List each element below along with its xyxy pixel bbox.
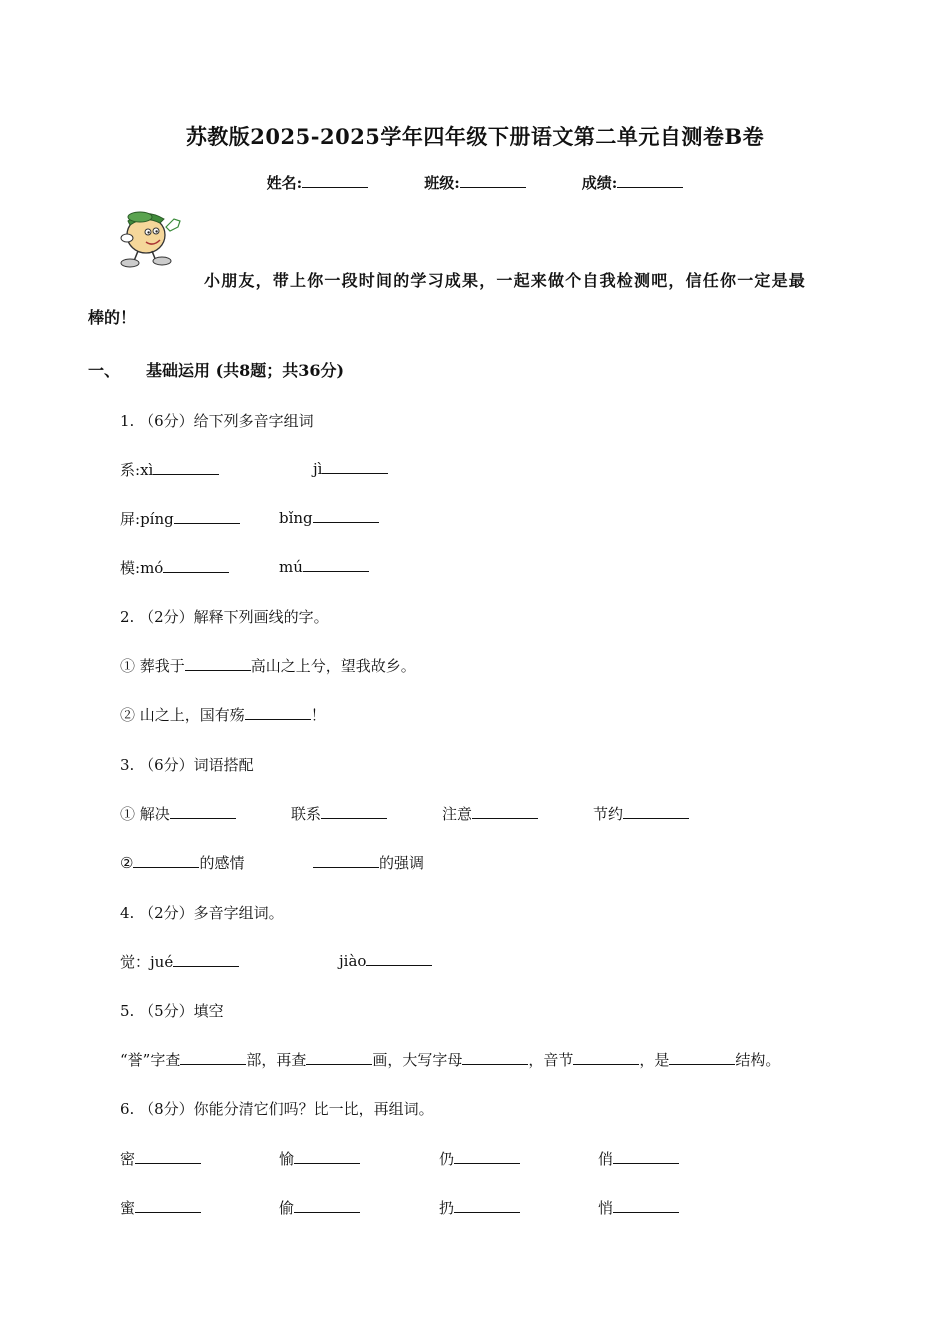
q6-char: 俏 [598, 1150, 614, 1168]
q3-word: 的强调 [379, 854, 425, 872]
q3-item [593, 803, 689, 824]
q4-item [339, 951, 432, 970]
intro-text-end: 棒的！ [88, 308, 137, 327]
q6-char: 偷 [279, 1199, 295, 1217]
q4-blank[interactable] [366, 951, 432, 966]
q5-fill-line [120, 1049, 780, 1070]
q6-blank[interactable] [294, 1198, 360, 1213]
q1-blank[interactable] [303, 557, 369, 572]
q6-item [439, 1197, 520, 1218]
question-1-stem: 1. （6分）给下列多音字组词 [120, 412, 314, 430]
q3-item [120, 852, 244, 873]
q3-blank[interactable] [623, 804, 689, 819]
q6-item [598, 1197, 679, 1218]
q3-item [313, 852, 424, 873]
score-blank[interactable] [617, 173, 683, 188]
q2-text: 高山之上兮，望我故乡。 [250, 657, 416, 675]
class-blank[interactable] [460, 173, 526, 188]
q4-pinyin: jiào [339, 952, 367, 970]
q6-blank[interactable] [135, 1149, 201, 1164]
q6-char: 仍 [439, 1150, 455, 1168]
q1-blank[interactable] [153, 460, 219, 475]
q1-char: 模: [120, 559, 141, 577]
q6-char: 蜜 [120, 1199, 136, 1217]
q2-line-1 [120, 655, 416, 676]
q5-blank[interactable] [573, 1050, 639, 1065]
q2-line-2 [120, 704, 326, 725]
q3-blank[interactable] [321, 804, 387, 819]
q5-blank[interactable] [462, 1050, 528, 1065]
q6-item [120, 1197, 201, 1218]
mascot-illustration [108, 205, 188, 271]
q3-word: 联系 [291, 805, 322, 823]
q3-item [291, 803, 387, 824]
q1-row-3-b [279, 557, 369, 576]
section-title: 基础运用 (共8题；共36分) [146, 361, 345, 380]
q1-pinyin: mú [279, 558, 303, 576]
q1-row-2-b [279, 508, 379, 527]
q3-blank[interactable] [313, 853, 379, 868]
q1-row-1-b [313, 459, 388, 478]
q4-char: 觉： [120, 953, 151, 971]
q1-pinyin: xì [140, 461, 154, 479]
q5-text: ，是 [639, 1051, 670, 1069]
q4-item [120, 951, 239, 972]
student-info [0, 172, 950, 193]
page-title: 苏教版2025-2025学年四年级下册语文第二单元自测卷B卷 [185, 124, 765, 149]
q2-blank[interactable] [245, 705, 311, 720]
q6-char: 愉 [279, 1150, 295, 1168]
q2-text: ① 葬我于 [120, 657, 185, 675]
score-field[interactable] [582, 172, 684, 193]
q3-item [442, 803, 538, 824]
q6-item [598, 1148, 679, 1169]
q5-blank[interactable] [180, 1050, 246, 1065]
q2-text: ！ [310, 706, 326, 724]
q6-blank[interactable] [294, 1149, 360, 1164]
q5-text: ，音节 [528, 1051, 574, 1069]
q1-pinyin: mó [140, 559, 164, 577]
q1-blank[interactable] [322, 459, 388, 474]
q2-text: ② 山之上，国有殇 [120, 706, 245, 724]
q4-blank[interactable] [173, 952, 239, 967]
q3-word: ② [120, 854, 134, 872]
score-label: 成绩: [581, 174, 618, 192]
q6-item [439, 1148, 520, 1169]
q1-blank[interactable] [174, 509, 240, 524]
q4-pinyin: jué [150, 953, 174, 971]
q6-item [279, 1197, 360, 1218]
q6-item [120, 1148, 201, 1169]
question-5-stem: 5. （5分）填空 [120, 1002, 224, 1020]
class-label: 班级: [424, 174, 460, 192]
question-3-stem: 3. （6分）词语搭配 [120, 756, 254, 774]
q6-blank[interactable] [454, 1149, 520, 1164]
name-blank[interactable] [302, 173, 368, 188]
name-label: 姓名: [266, 174, 303, 192]
q5-text: 部，再查 [246, 1051, 307, 1069]
q6-char: 扔 [439, 1199, 455, 1217]
q5-text: 画，大写字母 [372, 1051, 463, 1069]
class-field[interactable] [424, 172, 526, 193]
q3-item [120, 803, 236, 824]
q5-blank[interactable] [306, 1050, 372, 1065]
section-heading [88, 358, 344, 381]
q1-pinyin: bǐng [279, 509, 313, 527]
q1-blank[interactable] [313, 508, 379, 523]
q1-pinyin: píng [140, 510, 174, 528]
q5-blank[interactable] [669, 1050, 735, 1065]
q1-row-3 [120, 557, 229, 578]
section-number: 一、 [88, 361, 121, 380]
q3-word: 注意 [442, 805, 473, 823]
q6-char: 悄 [598, 1199, 614, 1217]
q5-text: 结构。 [735, 1051, 781, 1069]
q5-text: “誉”字查 [120, 1051, 181, 1069]
q6-blank[interactable] [135, 1198, 201, 1213]
q1-char: 系: [120, 461, 141, 479]
q1-blank[interactable] [163, 558, 229, 573]
q3-word: ① 解决 [120, 805, 170, 823]
q1-char: 屏: [120, 510, 141, 528]
question-4-stem: 4. （2分）多音字组词。 [120, 904, 284, 922]
q6-blank[interactable] [613, 1198, 679, 1213]
q3-word: 节约 [593, 805, 624, 823]
question-6-stem: 6. （8分）你能分清它们吗？比一比，再组词。 [120, 1100, 434, 1118]
question-2-stem: 2. （2分）解释下列画线的字。 [120, 608, 329, 626]
q1-row-1 [120, 459, 219, 480]
intro-text: 小朋友，带上你一段时间的学习成果，一起来做个自我检测吧，信任你一定是最 [204, 271, 807, 290]
q6-char: 密 [120, 1150, 136, 1168]
q6-blank[interactable] [454, 1198, 520, 1213]
q3-blank[interactable] [472, 804, 538, 819]
q3-word: 的感情 [199, 854, 245, 872]
q1-pinyin: jì [313, 460, 323, 478]
q3-blank[interactable] [170, 804, 236, 819]
q6-blank[interactable] [613, 1149, 679, 1164]
q2-blank[interactable] [185, 656, 251, 671]
q3-blank[interactable] [133, 853, 199, 868]
name-field[interactable] [267, 172, 369, 193]
q6-item [279, 1148, 360, 1169]
q1-row-2 [120, 508, 240, 529]
